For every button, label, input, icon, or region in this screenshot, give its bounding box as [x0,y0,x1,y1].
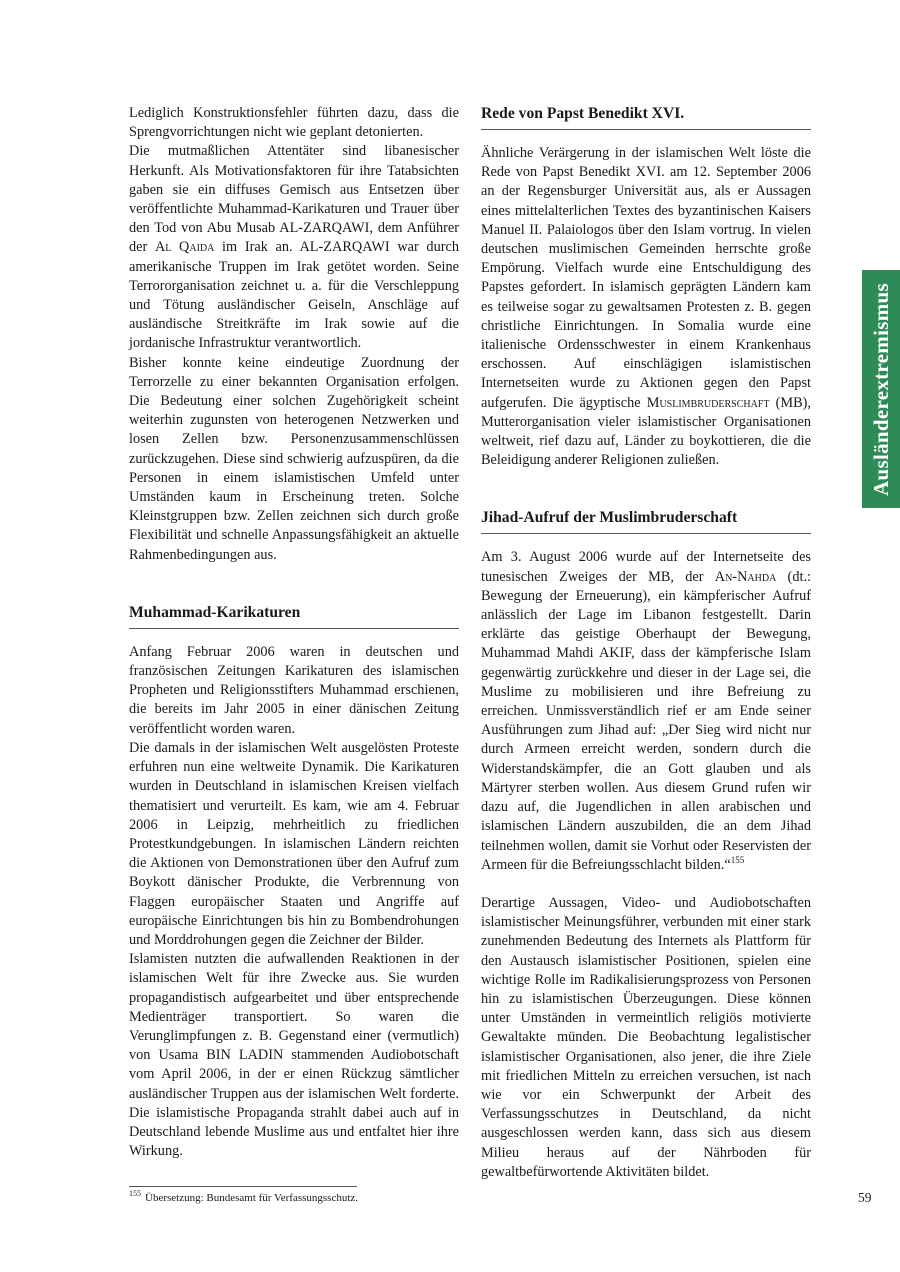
paragraph: Bisher konnte keine eindeutige Zuordnung der Terrorzelle zu einer bekannten Organisation erfolgen. Die Bedeutung einer solchen Zugehörigkeit scheint weiterhin zugunsten von heterogenen Netzwerken und losen Zellen bzw. Personenzusammenschlüssen zurückzugehen. Diese sind schwierig aufzuspüren, da die Personen in einem islamistischen Umfeld unter Umständen kaum in Erscheinung treten. Solche Kleinstgruppen bzw. Zellen zeichnen sich durch große Flexibilität und schnelle Anpassungsfähigkeit an aktuelle Rahmenbedingungen aus. [129,354,459,563]
footnote-number: 155 [129,1189,141,1199]
organization-name: An-Nahda [714,568,777,585]
section-heading-karikaturen: Muhammad-Karikaturen [129,603,459,629]
paragraph: Die mutmaßlichen Attentäter sind libanesischer Herkunft. Als Motivationsfaktoren für ihre Tatabsichten gaben sie ein diffuses Gemisch aus Entsetzen über veröffentlichte Muhammad-Karikaturen und Trauer über den Tod von Abu Musab AL-ZARQAWI, dem Anführer der Al Qaida im Irak an. AL-ZARQAWI war durch amerikanische Truppen im Irak getötet worden. Seine Terrororganisation zeichnet u. a. für die Verschleppung und Tötung ausländischer Geiseln, Anschläge auf ausländische Streitkräfte im Irak sowie auf die jordanische Infrastruktur verantwortlich. [129,143,459,352]
left-column [129,104,459,1161]
paragraph: Islamisten nutzten die aufwallenden Reaktionen in der islamischen Welt für ihre Zwecke aus. Sie wurden propagandistisch aufgearbeitet und über entsprechende Medienträger transportiert. So waren die Verunglimpfungen z. B. Gegenstand einer (vermutlich) von Usama BIN LADIN stammenden Audiobotschaft vom April 2006, in der er einen Rückzug sämtlicher ausländischer Truppen aus der islamischen Welt forderte. Die islamistische Propaganda strahlt dabei auch auf in Deutschland lebende Muslime aus und entfaltet hier ihre Wirkung. [129,951,459,1160]
paragraph: Am 3. August 2006 wurde auf der Internetseite des tunesischen Zweiges der MB, der An-Nahda (dt.: Bewegung der Erneuerung), ein kämpferischer Aufruf anlässlich der Lage im Libanon festgestellt. Darin erklärte das geistige Oberhaupt der Bewegung, Muhammad Mahdi AKIF, dass der kämpferische Islam gegenwärtig zurückkehre und dieser in der Lage sei, die Muslime zu mobilisieren und ihre Befreiung zu erreichen. Unmissverständlich rief er am Ende seiner Ausführungen zum Jihad auf: „Der Sieg wird nicht nur durch Armeen erreicht werden, sondern durch die Widerstandskämpfer, die an Gott glauben und als Märtyrer sterben wollen. Aus diesem Grund rufen wir dazu auf, die Jugendlichen in allen arabischen und islamischen Ländern auszubilden, die an dem Jihad teilnehmen wollen, damit sie Vorhut oder Reservisten der Armeen für die Befreiungsschlacht bilden.“$^{155}$ [481,549,811,873]
paragraph: Derartige Aussagen, Video- und Audiobotschaften islamistischer Meinungsführer, verbunden mit einer stark zunehmenden Bedeutung des Internets als Plattform für den Austausch islamistischer Positionen, spielen eine wichtige Rolle im Radikalisierungsprozess von Personen hin zu islamistischen Überzeugungen. Diese können unter Umständen in vermeintlich religiös motivierte Gewaltakte münden. Die Beobachtung legalistischer islamistischer Organisationen, also jener, die ihre Ziele mit friedlichen Mitteln zu erreichen versuchen, ist nach wie vor ein Schwerpunkt der Arbeit des Verfassungsschutzes in Deutschland, da nicht ausgeschlossen werden kann, dass sich aus diesem Milieu heraus auf der Nährboden für gewaltbefürwortende Aktivitäten bildet. [481,894,811,1180]
paragraph: Die damals in der islamischen Welt ausgelösten Proteste erfuhren nun eine weltweite Dynamik. Die Karikaturen wurden in Deutschland in islamischen Kreisen vielfach thematisiert und verurteilt. Es kam, wie am 4. Februar 2006 in Leipzig, mehrheitlich zu friedlichen Protestkundgebungen. In islamischen Ländern reichten die Aktionen von Demonstrationen über den Aufruf zum Boykott dänischer Produkte, die Verbrennung von Flaggen europäischer Staaten und Angriffe auf europäische Einrichtungen bis hin zu Bombendrohungen und Morddrohungen gegen die Zeichner der Bilder. [129,739,459,948]
page-number: 59 [858,1190,872,1205]
organization-name: Al Qaida [154,239,215,256]
right-column [481,104,811,1182]
paragraph: Lediglich Konstruktionsfehler führten dazu, dass die Sprengvorrichtungen nicht wie geplant detonierten. [129,105,459,141]
footnote-text: Übersetzung: Bundesamt für Verfassungsschutz. [145,1192,359,1204]
chapter-side-tab-label: Ausländerextremismus [868,282,893,496]
section-heading-papst: Rede von Papst Benedikt XVI. [481,104,811,130]
footnote [129,1191,358,1205]
footnote-reference[interactable]: 155 [730,854,745,865]
paragraph: Anfang Februar 2006 waren in deutschen und französischen Zeitungen Karikaturen des islamischen Propheten und Religionsstifters Muhammad erschienen, die bereits im Jahr 2005 in einer dänischen Zeitung veröffentlicht worden waren. [129,643,459,737]
section-heading-jihad: Jihad-Aufruf der Muslimbruderschaft [481,508,811,534]
organization-name: Muslimbruderschaft [646,394,770,411]
chapter-side-tab [862,270,900,508]
paragraph: Ähnliche Verärgerung in der islamischen Welt löste die Rede von Papst Benedikt XVI. am 12. September 2006 an der Regensburger Universität aus, als er Aussagen eines mittelalterlichen Textes des byzantinischen Kaisers Manuel II. Palaiologos über den Islam vortrug. In vielen deutschen muslimischen Gemeinden herrschte große Empörung. Vielfach wurde eine Entschuldigung des Papstes gefordert. In islamisch geprägten Ländern kam es teilweise sogar zu gewaltsamen Protesten z. B. gegen christliche Einrichtungen. In Somalia wurde eine italienische Ordensschwester in einem Krankenhaus erschossen. Auf einschlägigen islamistischen Internetseiten wurde zu Aktionen gegen den Papst aufgerufen. Die ägyptische Muslimbruderschaft (MB), Mutterorganisation vieler islamistischer Organisationen weltweit, rief dazu auf, Länder zu boykottieren, die die Beleidigung anderer Religionen zuließen. [481,145,811,469]
footnote-divider [129,1186,357,1187]
